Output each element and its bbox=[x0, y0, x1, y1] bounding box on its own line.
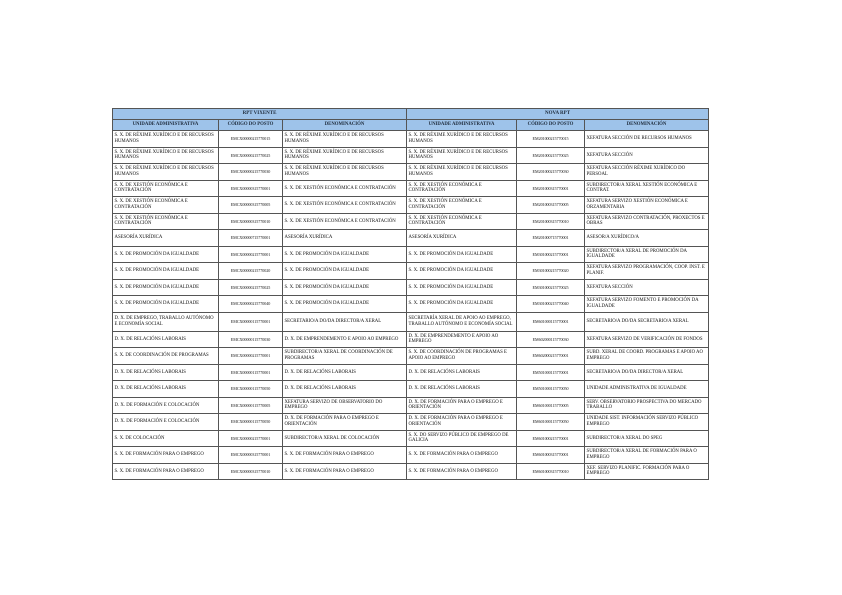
column-header: UNIDADE ADMINISTRATIVA bbox=[407, 120, 517, 131]
unit-current-cell: S. X. DE RÉXIME XURÍDICO E DE RECURSOS HUMANOS bbox=[113, 131, 219, 148]
column-header: UNIDADE ADMINISTRATIVA bbox=[113, 120, 219, 131]
table-row bbox=[113, 348, 709, 365]
table-row bbox=[113, 246, 709, 263]
post-code-new-cell: EM601000115770005 bbox=[517, 397, 585, 414]
post-code-current-cell: EMCX00000215770015 bbox=[219, 131, 283, 148]
post-code-current-cell: EMCX00000315770010 bbox=[219, 213, 283, 230]
denomination-current-cell: D. X. DE RELACIÓNS LABORAIS bbox=[283, 364, 407, 381]
post-code-new-cell: EM201000215770015 bbox=[517, 131, 585, 148]
unit-current-cell: S. X. DE PROMOCIÓN DA IGUALDADE bbox=[113, 246, 219, 263]
post-code-new-cell: EM201000315770010 bbox=[517, 213, 585, 230]
post-code-new-cell: EM602000215770001 bbox=[517, 348, 585, 365]
denomination-current-cell: SUBDIRECTOR/A XERAL DE COORDINACIÓN DE PROGRAMAS bbox=[283, 348, 407, 365]
post-code-current-cell: EMCX00000715770001 bbox=[219, 230, 283, 247]
post-code-new-cell: EM301000215770040 bbox=[517, 296, 585, 313]
unit-new-cell: S. X. DE FORMACIÓN PARA O EMPREGO bbox=[407, 447, 517, 464]
table-row bbox=[113, 164, 709, 181]
unit-new-cell: S. X. DE XESTIÓN ECONÓMICA E CONTRATACIÓN bbox=[407, 180, 517, 197]
post-code-current-cell: EMCX00000215770025 bbox=[219, 279, 283, 296]
post-code-new-cell: EM601000115770050 bbox=[517, 414, 585, 431]
column-header: CÓDIGO DO POSTO bbox=[219, 120, 283, 131]
post-code-new-cell: EM501000115770001 bbox=[517, 364, 585, 381]
post-code-new-cell: EM201000315770001 bbox=[517, 180, 585, 197]
table-row bbox=[113, 213, 709, 230]
unit-new-cell: D. X. DE RELACIÓNS LABORAIS bbox=[407, 381, 517, 398]
unit-current-cell: S. X. DE COLOCACIÓN bbox=[113, 430, 219, 447]
post-code-new-cell: EM301000215770020 bbox=[517, 263, 585, 280]
denomination-new-cell: SUBDIRECTOR/A XERAL XESTIÓN ECONÓMICA E CONTRAT. bbox=[585, 180, 709, 197]
unit-new-cell: D. X. DE RELACIÓNS LABORAIS bbox=[407, 364, 517, 381]
unit-current-cell: S. X. DE XESTIÓN ECONÓMICA E CONTRATACIÓN bbox=[113, 213, 219, 230]
post-code-current-cell: EMCX00000115770001 bbox=[219, 312, 283, 331]
denomination-new-cell: XEFATURA SERVIZO PROGRAMACIÓN, COOP. INST. E PLANIF. bbox=[585, 263, 709, 280]
unit-new-cell: S. X. DE RÉXIME XURÍDICO E DE RECURSOS HUMANOS bbox=[407, 131, 517, 148]
post-code-current-cell: EMCX00000215770020 bbox=[219, 263, 283, 280]
unit-current-cell: ASESORÍA XURÍDICA bbox=[113, 230, 219, 247]
denomination-current-cell: S. X. DE RÉXIME XURÍDICO E DE RECURSOS HUMANOS bbox=[283, 131, 407, 148]
group-header-new: NOVA RPT bbox=[407, 109, 709, 120]
unit-new-cell: S. X. DE RÉXIME XURÍDICO E DE RECURSOS HUMANOS bbox=[407, 164, 517, 181]
table-row bbox=[113, 331, 709, 348]
denomination-current-cell: S. X. DE XESTIÓN ECONÓMICA E CONTRATACIÓN bbox=[283, 213, 407, 230]
denomination-new-cell: SUBDIRECTOR/A XERAL DO SPEG bbox=[585, 430, 709, 447]
denomination-new-cell: SECRETARIO/A DO/DA SECRETARIO/A XERAL bbox=[585, 312, 709, 331]
post-code-new-cell: EM301000215770001 bbox=[517, 246, 585, 263]
unit-current-cell: S. X. DE RÉXIME XURÍDICO E DE RECURSOS HUMANOS bbox=[113, 147, 219, 164]
post-code-current-cell: EMCX00000315770010 bbox=[219, 463, 283, 480]
denomination-new-cell: XEFATURA SECCIÓN RÉXIME XURÍDICO DO PERSOAL bbox=[585, 164, 709, 181]
table-row bbox=[113, 147, 709, 164]
unit-current-cell: S. X. DE FORMACIÓN PARA O EMPREGO bbox=[113, 447, 219, 464]
unit-new-cell: S. X. DE PROMOCIÓN DA IGUALDADE bbox=[407, 279, 517, 296]
denomination-new-cell: UNIDADE ADMINISTRATIVA DE IGUALDADE bbox=[585, 381, 709, 398]
unit-new-cell: S. X. DE RÉXIME XURÍDICO E DE RECURSOS HUMANOS bbox=[407, 147, 517, 164]
column-header: DENOMINACIÓN bbox=[283, 120, 407, 131]
denomination-new-cell: UNIDADE SIST. INFORMACIÓN SERVIZO PÚBLICO EMPREGO bbox=[585, 414, 709, 431]
post-code-new-cell: EM602000115770030 bbox=[517, 331, 585, 348]
unit-current-cell: D. X. DE FORMACIÓN E COLOCACIÓN bbox=[113, 397, 219, 414]
denomination-new-cell: XEFATURA SERVIZO DE VERIFICACIÓN DE FONDOS bbox=[585, 331, 709, 348]
unit-current-cell: S. X. DE XESTIÓN ECONÓMICA E CONTRATACIÓN bbox=[113, 197, 219, 214]
denomination-current-cell: S. X. DE PROMOCIÓN DA IGUALDADE bbox=[283, 296, 407, 313]
post-code-new-cell: EM601000315770001 bbox=[517, 447, 585, 464]
post-code-new-cell: EM601000315770010 bbox=[517, 463, 585, 480]
table-row bbox=[113, 463, 709, 480]
unit-new-cell: SECRETARÍA XERAL DE APOIO AO EMPREGO, TRABALLO AUTÓNOMO E ECONOMÍA SOCIAL bbox=[407, 312, 517, 331]
denomination-new-cell: XEFATURA SECCIÓN bbox=[585, 279, 709, 296]
unit-current-cell: D. X. DE RELACIÓNS LABORAIS bbox=[113, 331, 219, 348]
unit-new-cell: D. X. DE FORMACIÓN PARA O EMPREGO E ORIENTACIÓN bbox=[407, 397, 517, 414]
denomination-new-cell: SUBDIRECTOR/A XERAL DE FORMACIÓN PARA O EMPREGO bbox=[585, 447, 709, 464]
unit-new-cell: ASESORÍA XURÍDICA bbox=[407, 230, 517, 247]
post-code-new-cell: EM601000215770001 bbox=[517, 430, 585, 447]
denomination-new-cell: XEFATURA SERVIZO CONTRATACIÓN, PROXECTOS E OBRAS bbox=[585, 213, 709, 230]
denomination-current-cell: D. X. DE EMPRENDEMENTO E APOIO AO EMPREGO bbox=[283, 331, 407, 348]
table-row bbox=[113, 381, 709, 398]
denomination-new-cell: XEFATURA SECCIÓN bbox=[585, 147, 709, 164]
post-code-current-cell: EMCX00000115770005 bbox=[219, 397, 283, 414]
denomination-new-cell: XEFATURA SERVIZO XESTIÓN ECONÓMICA E ORZAMENTARIA bbox=[585, 197, 709, 214]
unit-new-cell: S. X. DE PROMOCIÓN DA IGUALDADE bbox=[407, 263, 517, 280]
column-header: DENOMINACIÓN bbox=[585, 120, 709, 131]
unit-new-cell: D. X. DE EMPRENDEMENTO E APOIO AO EMPREGO bbox=[407, 331, 517, 348]
column-header-row bbox=[113, 120, 709, 131]
unit-new-cell: S. X. DE PROMOCIÓN DA IGUALDADE bbox=[407, 296, 517, 313]
post-code-new-cell: EM501000115770050 bbox=[517, 381, 585, 398]
unit-new-cell: S. X. DE FORMACIÓN PARA O EMPREGO bbox=[407, 463, 517, 480]
denomination-current-cell: SUBDIRECTOR/A XERAL DE COLOCACIÓN bbox=[283, 430, 407, 447]
group-header-row bbox=[113, 109, 709, 120]
post-code-current-cell: EMCX00000315770001 bbox=[219, 180, 283, 197]
post-code-new-cell: EM301000215770025 bbox=[517, 279, 585, 296]
post-code-current-cell: EMCX00000115770030 bbox=[219, 331, 283, 348]
post-code-new-cell: EM601000115770001 bbox=[517, 312, 585, 331]
post-code-new-cell: EM201000215770030 bbox=[517, 164, 585, 181]
denomination-current-cell: ASESORÍA XURÍDICA bbox=[283, 230, 407, 247]
denomination-current-cell: S. X. DE FORMACIÓN PARA O EMPREGO bbox=[283, 447, 407, 464]
unit-current-cell: S. X. DE FORMACIÓN PARA O EMPREGO bbox=[113, 463, 219, 480]
denomination-current-cell: S. X. DE XESTIÓN ECONÓMICA E CONTRATACIÓN bbox=[283, 180, 407, 197]
unit-current-cell: D. X. DE RELACIÓNS LABORAIS bbox=[113, 364, 219, 381]
unit-current-cell: S. X. DE COORDINACIÓN DE PROGRAMAS bbox=[113, 348, 219, 365]
post-code-current-cell: EMCX00000115770050 bbox=[219, 414, 283, 431]
post-code-current-cell: EMCX00000215770001 bbox=[219, 348, 283, 365]
unit-new-cell: S. X. DO SERVIZO PÚBLICO DE EMPREGO DE GALICIA bbox=[407, 430, 517, 447]
table-row bbox=[113, 312, 709, 331]
denomination-new-cell: ASESOR/A XURÍDICO/A bbox=[585, 230, 709, 247]
table-row bbox=[113, 230, 709, 247]
table-row bbox=[113, 180, 709, 197]
post-code-new-cell: EM201000715770001 bbox=[517, 230, 585, 247]
post-code-current-cell: EMCX00000115770001 bbox=[219, 364, 283, 381]
denomination-new-cell: SECRETARIO/A DO/DA DIRECTOR/A XERAL bbox=[585, 364, 709, 381]
post-code-new-cell: EM201000215770025 bbox=[517, 147, 585, 164]
table-row bbox=[113, 131, 709, 148]
denomination-current-cell: S. X. DE PROMOCIÓN DA IGUALDADE bbox=[283, 246, 407, 263]
table-row bbox=[113, 279, 709, 296]
group-header-current: RPT VIXENTE bbox=[113, 109, 407, 120]
denomination-current-cell: XEFATURA SERVIZO DE OBSERVATORIO DO EMPREGO bbox=[283, 397, 407, 414]
denomination-new-cell: SERV. OBSERVATORIO PROSPECTIVA DO MERCADO TRABALLO bbox=[585, 397, 709, 414]
post-code-current-cell: EMCX00000215770025 bbox=[219, 147, 283, 164]
post-code-current-cell: EMCX00000315770001 bbox=[219, 447, 283, 464]
denomination-current-cell: S. X. DE RÉXIME XURÍDICO E DE RECURSOS HUMANOS bbox=[283, 164, 407, 181]
denomination-new-cell: SUBD. XERAL DE COORD. PROGRAMAS E APOIO AO EMPREGO bbox=[585, 348, 709, 365]
unit-current-cell: S. X. DE RÉXIME XURÍDICO E DE RECURSOS HUMANOS bbox=[113, 164, 219, 181]
denomination-current-cell: S. X. DE PROMOCIÓN DA IGUALDADE bbox=[283, 279, 407, 296]
denomination-new-cell: XEF. SERVIZO PLANIFIC. FORMACIÓN PARA O EMPREGO bbox=[585, 463, 709, 480]
post-code-current-cell: EMCX00000115770050 bbox=[219, 381, 283, 398]
table-row bbox=[113, 430, 709, 447]
denomination-new-cell: XEFATURA SECCIÓN DE RECURSOS HUMANOS bbox=[585, 131, 709, 148]
table-row bbox=[113, 364, 709, 381]
post-code-current-cell: EMCX00000215770040 bbox=[219, 296, 283, 313]
table-row bbox=[113, 263, 709, 280]
denomination-new-cell: XEFATURA SERVIZO FOMENTO E PROMOCIÓN DA IGUALDADE bbox=[585, 296, 709, 313]
table-row bbox=[113, 414, 709, 431]
column-header: CÓDIGO DO POSTO bbox=[517, 120, 585, 131]
unit-current-cell: S. X. DE XESTIÓN ECONÓMICA E CONTRATACIÓN bbox=[113, 180, 219, 197]
rpt-comparison-table bbox=[112, 108, 709, 480]
unit-current-cell: S. X. DE PROMOCIÓN DA IGUALDADE bbox=[113, 263, 219, 280]
table-row bbox=[113, 197, 709, 214]
denomination-current-cell: SECRETARIO/A DO/DA DIRECTOR/A XERAL bbox=[283, 312, 407, 331]
post-code-current-cell: EMCX00000215770030 bbox=[219, 164, 283, 181]
denomination-current-cell: D. X. DE FORMACIÓN PARA O EMPREGO E ORIENTACIÓN bbox=[283, 414, 407, 431]
denomination-current-cell: D. X. DE RELACIÓNS LABORAIS bbox=[283, 381, 407, 398]
denomination-current-cell: S. X. DE XESTIÓN ECONÓMICA E CONTRATACIÓN bbox=[283, 197, 407, 214]
unit-current-cell: D. X. DE RELACIÓNS LABORAIS bbox=[113, 381, 219, 398]
table-row bbox=[113, 447, 709, 464]
unit-current-cell: D. X. DE EMPREGO, TRABALLO AUTÓNOMO E ECONOMÍA SOCIAL bbox=[113, 312, 219, 331]
unit-new-cell: S. X. DE XESTIÓN ECONÓMICA E CONTRATACIÓN bbox=[407, 197, 517, 214]
table-row bbox=[113, 296, 709, 313]
unit-current-cell: S. X. DE PROMOCIÓN DA IGUALDADE bbox=[113, 279, 219, 296]
denomination-current-cell: S. X. DE RÉXIME XURÍDICO E DE RECURSOS HUMANOS bbox=[283, 147, 407, 164]
table-row bbox=[113, 397, 709, 414]
unit-new-cell: D. X. DE FORMACIÓN PARA O EMPREGO E ORIENTACIÓN bbox=[407, 414, 517, 431]
unit-current-cell: D. X. DE FORMACIÓN E COLOCACIÓN bbox=[113, 414, 219, 431]
post-code-new-cell: EM201000315770005 bbox=[517, 197, 585, 214]
post-code-current-cell: EMCX00000215770001 bbox=[219, 246, 283, 263]
unit-new-cell: S. X. DE XESTIÓN ECONÓMICA E CONTRATACIÓN bbox=[407, 213, 517, 230]
post-code-current-cell: EMCX00000315770005 bbox=[219, 197, 283, 214]
unit-new-cell: S. X. DE PROMOCIÓN DA IGUALDADE bbox=[407, 246, 517, 263]
denomination-new-cell: SUBDIRECTOR/A XERAL DE PROMOCIÓN DA IGUALDADE bbox=[585, 246, 709, 263]
denomination-current-cell: S. X. DE FORMACIÓN PARA O EMPREGO bbox=[283, 463, 407, 480]
unit-new-cell: S. X. DE COORDINACIÓN DE PROGRAMAS E APOIO AO EMPREGO bbox=[407, 348, 517, 365]
post-code-current-cell: EMCX00000215770001 bbox=[219, 430, 283, 447]
unit-current-cell: S. X. DE PROMOCIÓN DA IGUALDADE bbox=[113, 296, 219, 313]
denomination-current-cell: S. X. DE PROMOCIÓN DA IGUALDADE bbox=[283, 263, 407, 280]
